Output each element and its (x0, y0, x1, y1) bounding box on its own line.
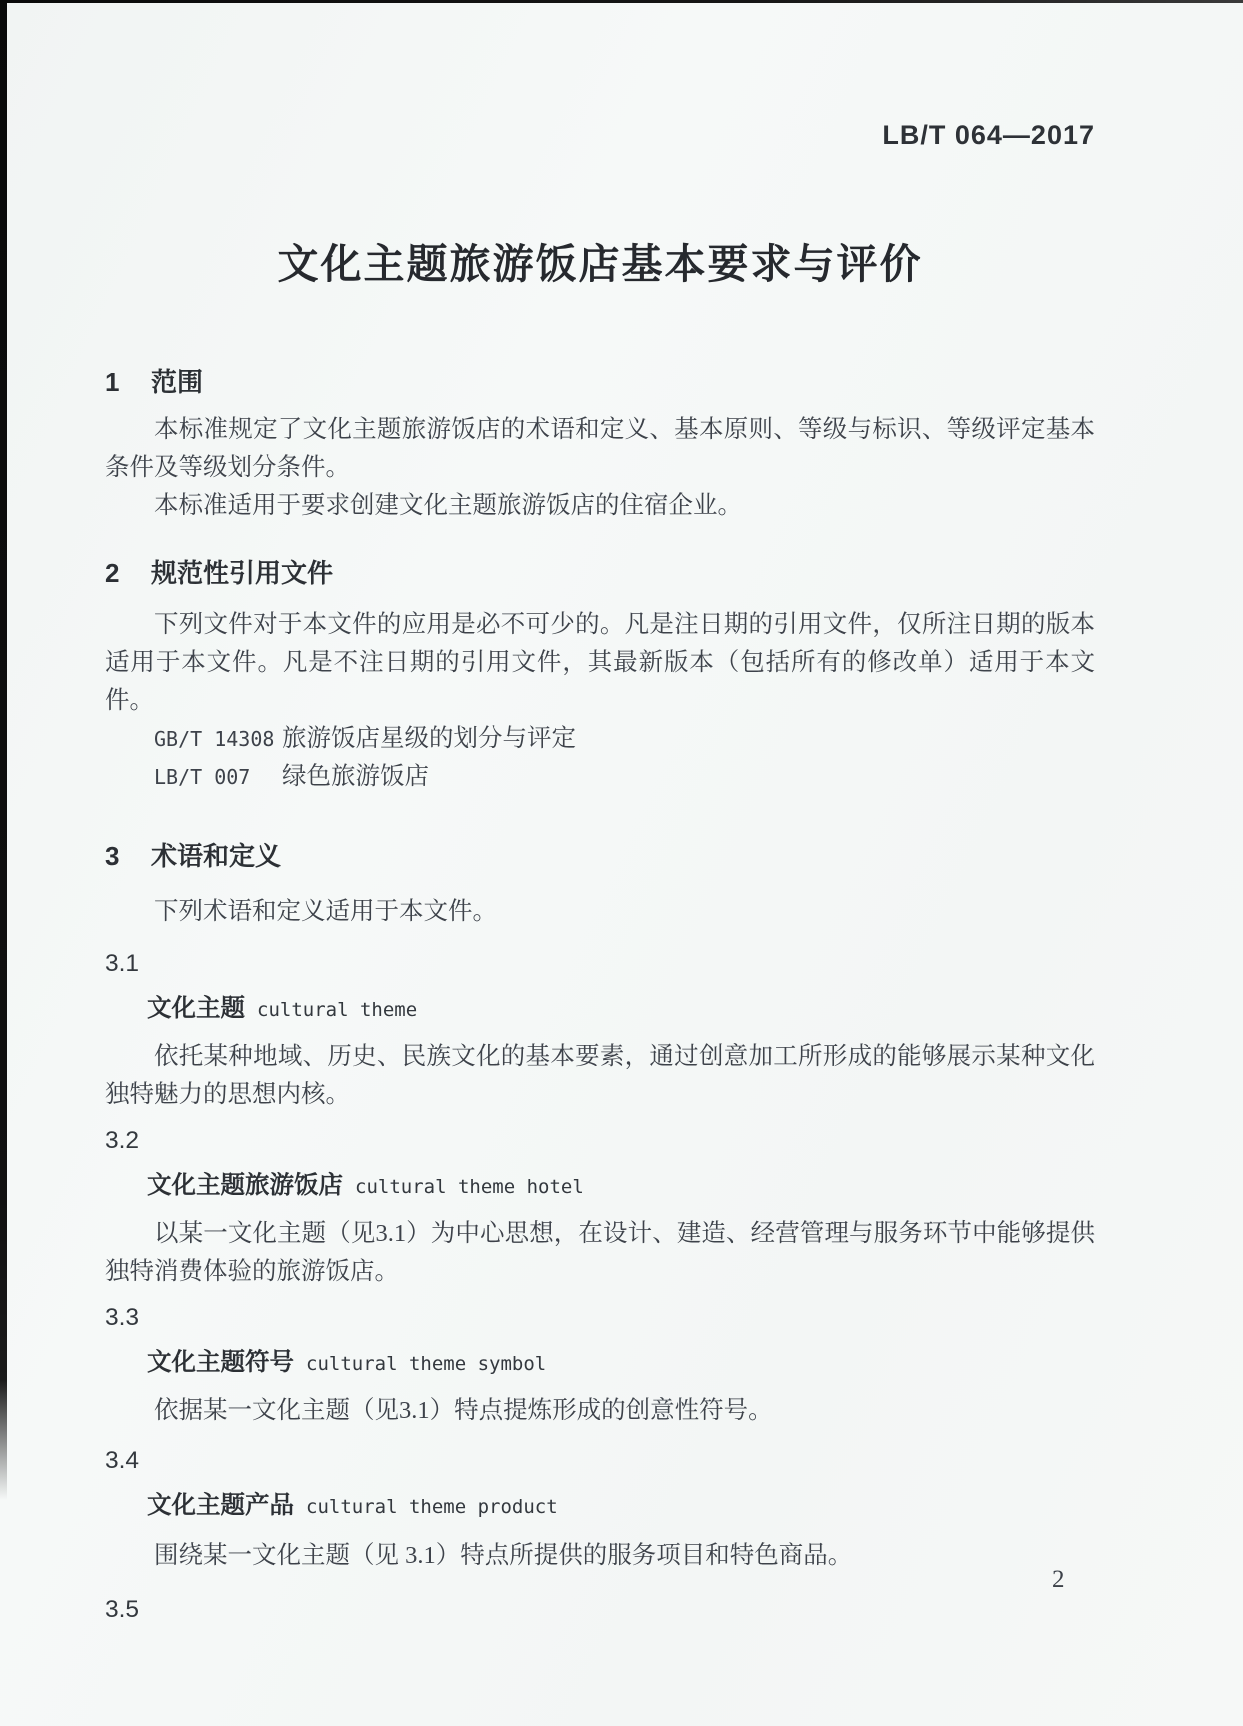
term-entry (105, 991, 1095, 1030)
reference-title: 旅游饭店星级的划分与评定 (282, 725, 576, 752)
term-definition: 以某一文化主题（见3.1）为中心思想，在设计、建造、经营管理与服务环节中能够提供独特消费体验的旅游饭店。 (105, 1220, 1095, 1285)
section-3-heading (105, 836, 1095, 873)
section-1-number: 1 (105, 367, 120, 397)
normative-reference (105, 758, 1095, 796)
term-number: 3.2 (105, 1127, 140, 1154)
term-chinese: 文化主题 (147, 995, 245, 1022)
reference-title: 绿色旅游饭店 (282, 763, 429, 790)
section-3-title: 术语和定义 (151, 841, 282, 871)
term-english: cultural theme (257, 999, 418, 1021)
section-3-number: 3 (105, 841, 120, 871)
term-number: 3.1 (105, 950, 140, 977)
term-number: 3.5 (105, 1596, 140, 1623)
section-3-intro: 下列术语和定义适用于本文件。 (154, 898, 497, 925)
document-title: 文化主题旅游饭店基本要求与评价 (277, 241, 923, 287)
term-number: 3.3 (105, 1304, 140, 1331)
term-definition: 依托某种地域、历史、民族文化的基本要素，通过创意加工所形成的能够展示某种文化独特魅力的思想内核。 (105, 1043, 1095, 1108)
section-1-paragraph-1: 本标准规定了文化主题旅游饭店的术语和定义、基本原则、等级与标识、等级评定基本条件及等级划分条件。 (105, 416, 1095, 481)
term-english: cultural theme symbol (306, 1353, 547, 1375)
term-definition: 依据某一文化主题（见3.1）特点提炼形成的创意性符号。 (154, 1397, 773, 1424)
reference-code: GB/T 14308 (154, 727, 275, 751)
term-definition: 围绕某一文化主题（见 3.1）特点所提供的服务项目和特色商品。 (154, 1542, 853, 1569)
section-1-heading (105, 362, 1095, 399)
term-entry (105, 1488, 1095, 1527)
term-chinese: 文化主题产品 (147, 1492, 294, 1519)
section-2-heading (105, 553, 1095, 590)
page-content (105, 0, 1095, 1629)
section-2-title: 规范性引用文件 (151, 558, 334, 588)
section-2-number: 2 (105, 558, 120, 588)
page-number: 2 (1052, 1566, 1065, 1593)
section-1-paragraph-2: 本标准适用于要求创建文化主题旅游饭店的住宿企业。 (154, 492, 742, 519)
reference-code: LB/T 007 (154, 765, 251, 789)
term-entry (105, 1345, 1095, 1384)
scan-artifact-left-edge (0, 0, 7, 1500)
standard-number: LB/T 064—2017 (882, 120, 1095, 150)
term-chinese: 文化主题符号 (147, 1349, 294, 1376)
term-number: 3.4 (105, 1447, 140, 1474)
term-english: cultural theme product (306, 1496, 558, 1518)
term-english: cultural theme hotel (355, 1176, 584, 1198)
section-1-title: 范围 (151, 367, 204, 397)
section-2-paragraph-1: 下列文件对于本文件的应用是必不可少的。凡是注日期的引用文件，仅所注日期的版本适用于本文件。凡是不注日期的引用文件，其最新版本（包括所有的修改单）适用于本文件。 (105, 611, 1095, 714)
term-chinese: 文化主题旅游饭店 (147, 1172, 343, 1199)
term-entry (105, 1168, 1095, 1207)
normative-reference (105, 720, 1095, 758)
